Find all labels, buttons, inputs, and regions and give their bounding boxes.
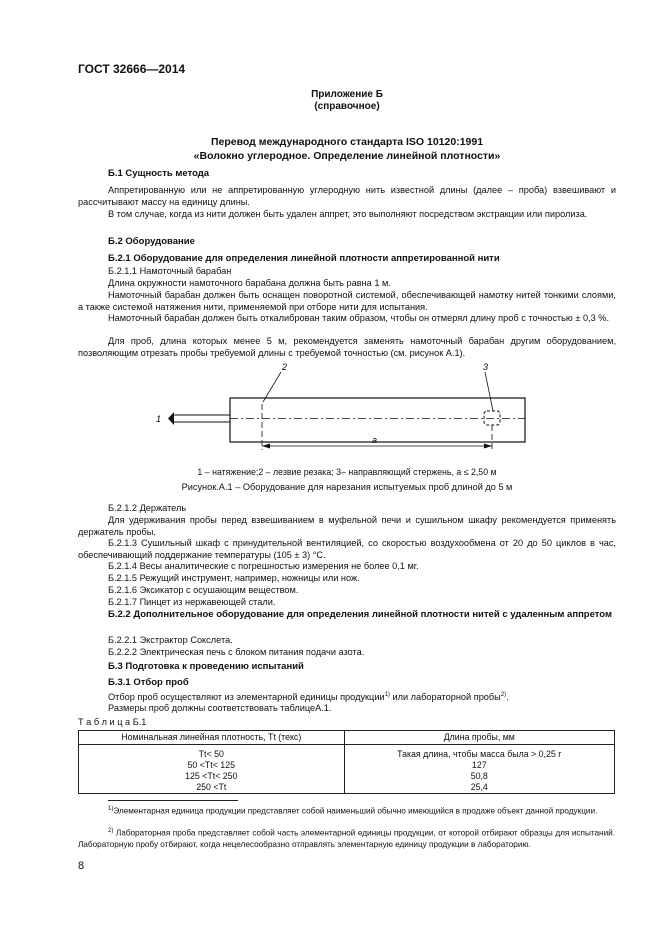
table-cell-length: 25,4 (344, 782, 614, 794)
doc-title-line2: «Волокно углеродное. Определение линейной плотности» (193, 150, 501, 162)
drum-paragraph-1: Намоточный барабан должен быть оснащен поворотной системой, обеспечивающей намотку нитей тонкими слоями, а также системой натяжения нити, применяемой при отборе нити для испытания. (78, 290, 616, 312)
drum-paragraph-2: Намоточный барабан должен быть откалиброван таким образом, чтобы он отмерял длину проб с точностью ± 0,3 %. (108, 313, 609, 323)
tension-arrow (168, 412, 174, 425)
drum-paragraph-3: Для проб, длина которых менее 5 м, рекомендуется заменять намоточный барабан другим оборудованием, позволяющим отрезать пробы требуемой длины с требуемой точностью (см. рисунок А.1). (78, 336, 616, 358)
drum-circumference: Длина окружности намоточного барабана должна быть равна 1 м. (108, 278, 391, 288)
table-b1 (78, 730, 615, 794)
page-number: 8 (78, 860, 85, 872)
table-header-row (79, 731, 615, 745)
section-b3-heading: Б.3 Подготовка к проведению испытаний (108, 661, 304, 672)
figure-caption: Рисунок.А.1 – Оборудование для нарезания испытуемых проб длиной до 5 м (181, 482, 513, 492)
sample-size-paragraph: Размеры проб должны соответствовать таблицеА.1. (108, 703, 332, 713)
table-title: Т а б л и ц а Б.1 (78, 717, 147, 727)
annex-subtitle: (справочное) (314, 101, 380, 112)
footnote-1 (78, 804, 615, 817)
table-cell-length: 127 (344, 760, 614, 771)
sampling-text-c: . (506, 692, 509, 703)
table-cell-density: 50 <Tt< 125 (79, 760, 345, 771)
section-b2-heading: Б.2 Оборудование (108, 236, 195, 247)
section-b1-heading: Б.1 Сущность метода (108, 168, 210, 179)
table-row (79, 771, 615, 782)
figure-a1-drawing (150, 360, 540, 456)
leader-3 (485, 372, 493, 411)
figure-label-a: a (372, 435, 378, 445)
table-cell-density: 250 <Tt (79, 782, 345, 794)
b213-paragraph: Б.2.1.3 Сушильный шкаф с принудительной вентиляцией, со скоростью воздухообмена от 20 до 50 циклов в час, обеспечивающий поддержание температуры (105 ± 3) °С. (78, 538, 616, 560)
table-row (79, 782, 615, 794)
footnote-ref-2: 2) (500, 692, 507, 698)
table-cell-density: Tt< 50 (79, 749, 345, 760)
b222-paragraph: Б.2.2.2 Электрическая печь с блоком питания подачи азота. (108, 647, 365, 657)
b217-paragraph: Б.2.1.7 Пинцет из нержавеющей стали. (108, 597, 276, 607)
footnote-2-mark: 2) (108, 828, 114, 834)
footnote-1-mark: 1) (108, 806, 114, 812)
guide-rod (484, 411, 500, 425)
b216-paragraph: Б.2.1.6 Эксикатор с осушающим веществом. (108, 585, 299, 595)
footnote-ref-1: 1) (384, 692, 390, 698)
table-row (79, 749, 615, 760)
b211-title: Б.2.1.1 Намоточный барабан (108, 266, 232, 276)
figure-label-3: 3 (483, 362, 489, 372)
table-cell-density: 125 <Tt< 250 (79, 771, 345, 782)
sampling-paragraph (108, 689, 616, 703)
b214-paragraph: Б.2.1.4 Весы аналитические с погрешностью измерения не более 0,1 мг. (108, 561, 419, 571)
b1-paragraph-2: В том случае, когда из нити должен быть удален аппрет, это выполняют посредством экстракции или пиролиза. (108, 209, 588, 219)
b1-paragraph-1: Аппретированную или не аппретированную углеродную нить известной длины (далее – проба) взвешивают и рассчитывают массу на единицу длины. (78, 185, 616, 207)
table-cell-length: Такая длина, чтобы масса была > 0,25 г (344, 749, 614, 760)
table-header-density: Номинальная линейная плотность, Tt (текс) (79, 731, 345, 745)
table-row (79, 760, 615, 771)
b221-paragraph: Б.2.2.1 Экстрактор Сокслета. (108, 635, 233, 645)
footnote-2 (78, 826, 615, 850)
holder-paragraph: Для удерживания пробы перед взвешиванием в муфельной печи и сушильном шкафу рекомендуется применять держатель пробы. (78, 515, 616, 537)
footnote-1-text: Элементарная единица продукции представляет собой наименьший обычно имеющийся в продаже объект данной продукции. (113, 806, 598, 816)
dimension-arrow-left (262, 444, 270, 449)
b212-title: Б.2.1.2 Держатель (108, 503, 187, 513)
document-header: ГОСТ 32666—2014 (78, 62, 186, 76)
sampling-text-b: или лабораторной пробы (389, 692, 501, 703)
figure-label-2: 2 (282, 362, 288, 372)
dimension-arrow-right (484, 444, 492, 449)
b215-paragraph: Б.2.1.5 Режущий инструмент, например, ножницы или нож. (108, 573, 360, 583)
doc-title-line1: Перевод международного стандарта ISO 10120:1991 (210, 136, 484, 148)
table-cell-length: 50,8 (344, 771, 614, 782)
figure-legend: 1 – натяжение;2 – лезвие резака; 3– направляющий стержень, a ≤ 2,50 м (197, 467, 497, 477)
footnote-separator (108, 800, 238, 801)
cutting-board (230, 398, 525, 442)
annex-title: Приложение Б (311, 89, 383, 100)
table-header-length: Длина пробы, мм (344, 731, 614, 745)
section-b21-heading: Б.2.1 Оборудование для определения линейной плотности аппретированной нити (108, 253, 500, 264)
section-b22-heading: Б.2.2 Дополнительное оборудование для определения линейной плотности нитей с удаленным аппретом (108, 609, 613, 620)
sampling-text-a: Отбор проб осуществляют из элементарной единицы продукции (108, 692, 385, 703)
section-b31-heading: Б.3.1 Отбор проб (108, 677, 189, 688)
figure-label-1: 1 (156, 414, 162, 424)
footnote-2-text: Лабораторная проба представляет собой часть элементарной единицы продукции, от которой отбирают образцы для испытаний. Лабораторную пробу отбирают, когда нецелесообразно отправлять элементарную единицу продукции в лабораторию. (78, 828, 615, 849)
